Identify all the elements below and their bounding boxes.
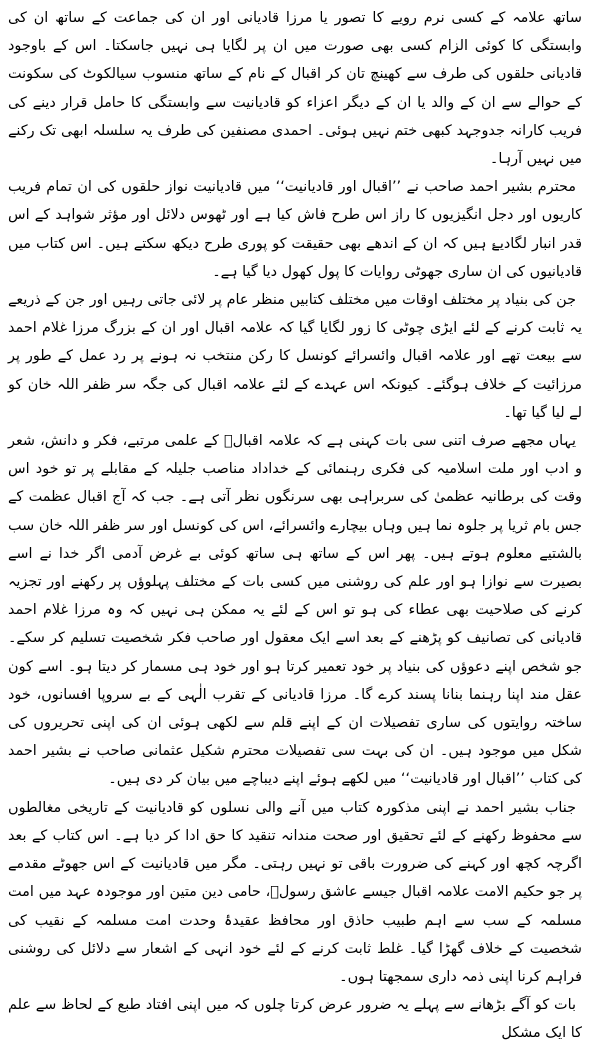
paragraph-1: ساتھ علامہ کے کسی نرم رویے کا تصور یا مرزا قادیانی اور ان کی جماعت کے ساتھ ان کی وابستگی کا کوئی الزام کسی بھی صورت میں ان پر لگایا ہی نہیں جاسکتا۔ اس کے باوجود قادیانی حلقوں کی طرف سے کھینچ تان کر اقبال کے نام کے ساتھ منسوب سیالکوٹ کی سکونت کے حوالے سے ان کے والد یا ان کے دیگر اعزاء کو قادیانیت سے وابستگی کا حامل قرار دینے کی فریب کارانہ جدوجہد کبھی ختم نہیں ہوئی۔ احمدی مصنفین کی طرف یہ سلسلہ ابھی تک رکنے میں نہیں آرہا۔ [8, 10, 582, 168]
paragraph-4: یہاں مجھے صرف اتنی سی بات کہنی ہے کہ علامہ اقبالؒ کے علمی مرتبے، فکر و دانش، شعر و ادب اور ملت اسلامیہ کی فکری رہنمائی کے خداداد مناصب جلیلہ کے مقابلے پر تو خود اس وقت کی برطانیہ عظمیٰ کی سربراہی بھی سرنگوں نظر آتی ہے۔ جب کہ آج اقبال عظمت کے جس بام ثریا پر جلوہ نما ہیں وہاں بیچارے وائسرائے، اس کی کونسل اور سر ظفر اللہ خان سب بالشتیے معلوم ہوتے ہیں۔ پھر اس کے ساتھ ہی ساتھ کوئی بے غرض آدمی اگر خدا نے اسے بصیرت سے نوازا ہو اور علم کی روشنی میں کسی بات کے مختلف پہلوؤں پر رکھنے اور تجزیہ کرنے کی صلاحیت بھی عطاء کی ہو تو اس کے لئے یہ ممکن ہی نہیں کہ وہ مرزا غلام احمد قادیانی کی تصانیف کو پڑھنے کے بعد اسے ایک معقول اور صاحب فکر شخصیت تسلیم کر سکے۔ جو شخص اپنے دعوؤں کی بنیاد پر خود تعمیر کرتا ہو اور خود ہی مسمار کر دیتا ہو۔ اسے کون عقل مند اپنا رہنما بنانا پسند کرے گا۔ مرزا قادیانی کے تقرب الٰہی کے بے سروپا افسانوں، خود ساختہ روایتوں کی ساری تفصیلات ان کے اپنے قلم سے لکھی ہوئی ان کی اپنی تحریروں کی شکل میں موجود ہیں۔ ان کی بہت سی تفصیلات محترم شکیل عثمانی صاحب نے بشیر احمد کی کتاب ’’اقبال اور قادیانیت‘‘ میں لکھے ہوئے اپنے دیباچے میں بیان کر دی ہیں۔ [8, 433, 582, 788]
paragraph-3: جن کی بنیاد پر مختلف اوقات میں مختلف کتابیں منظر عام پر لائی جاتی رہیں اور جن کے ذریعے یہ ثابت کرنے کے لئے ایڑی چوٹی کا زور لگایا گیا کہ علامہ اقبال اور ان کے بزرگ مرزا غلام احمد سے بیعت تھے اور علامہ اقبال وائسرائے کونسل کا رکن منتخب نہ ہونے پر رد عمل کے طور پر مرزائیت کے خلاف ہوگئے۔ کیونکہ اس عہدے کے لئے علامہ اقبال کی جگہ سر ظفر اللہ خان کو لے لیا گیا تھا۔ [8, 292, 582, 421]
paragraph-2: محترم بشیر احمد صاحب نے ’’اقبال اور قادیانیت‘‘ میں قادیانیت نواز حلقوں کی ان تمام فریب کاریوں اور دجل انگیزیوں کا راز اس طرح فاش کیا ہے اور ٹھوس دلائل اور مؤثر شواہد کے اس قدر انبار لگادیۓ ہیں کہ ان کے اندھے بھی حقیقت کو پوری طرح دیکھ سکتے ہیں۔ اس کتاب میں قادیانیوں کی ان ساری جھوٹی روایات کا پول کھول دیا گیا ہے۔ [8, 179, 582, 280]
paragraph-6: بات کو آگے بڑھانے سے پہلے یہ ضرور عرض کرتا چلوں کہ میں اپنی افتاد طبع کے لحاظ سے علم کا ایک مشکل [8, 997, 582, 1042]
paragraph-5: جناب بشیر احمد نے اپنی مذکورہ کتاب میں آنے والی نسلوں کو قادیانیت کے تاریخی مغالطوں سے محفوظ رکھنے کے لئے تحقیق اور صحت مندانہ تنقید کا حق ادا کر دیا ہے۔ اس کتاب کے بعد اگرچہ کچھ اور کہنے کی ضرورت باقی تو نہیں رہتی۔ مگر میں قادیانیت کے اس جھوٹے مقدمے پر جو حکیم الامت علامہ اقبال جیسے عاشق رسولؐ، حامی دین متین اور موجودہ عہد میں امت مسلمہ کے سب سے اہم طبیب حاذق اور محافظ عقیدۂ وحدت امت مسلمہ کے نقیب کی شخصیت کے خلاف گھڑا گیا۔ غلط ثابت کرنے کے لئے خود انہی کے اشعار سے دلائل کی روشنی فراہم کرنا اپنی ذمہ داری سمجھتا ہوں۔ [8, 799, 582, 985]
